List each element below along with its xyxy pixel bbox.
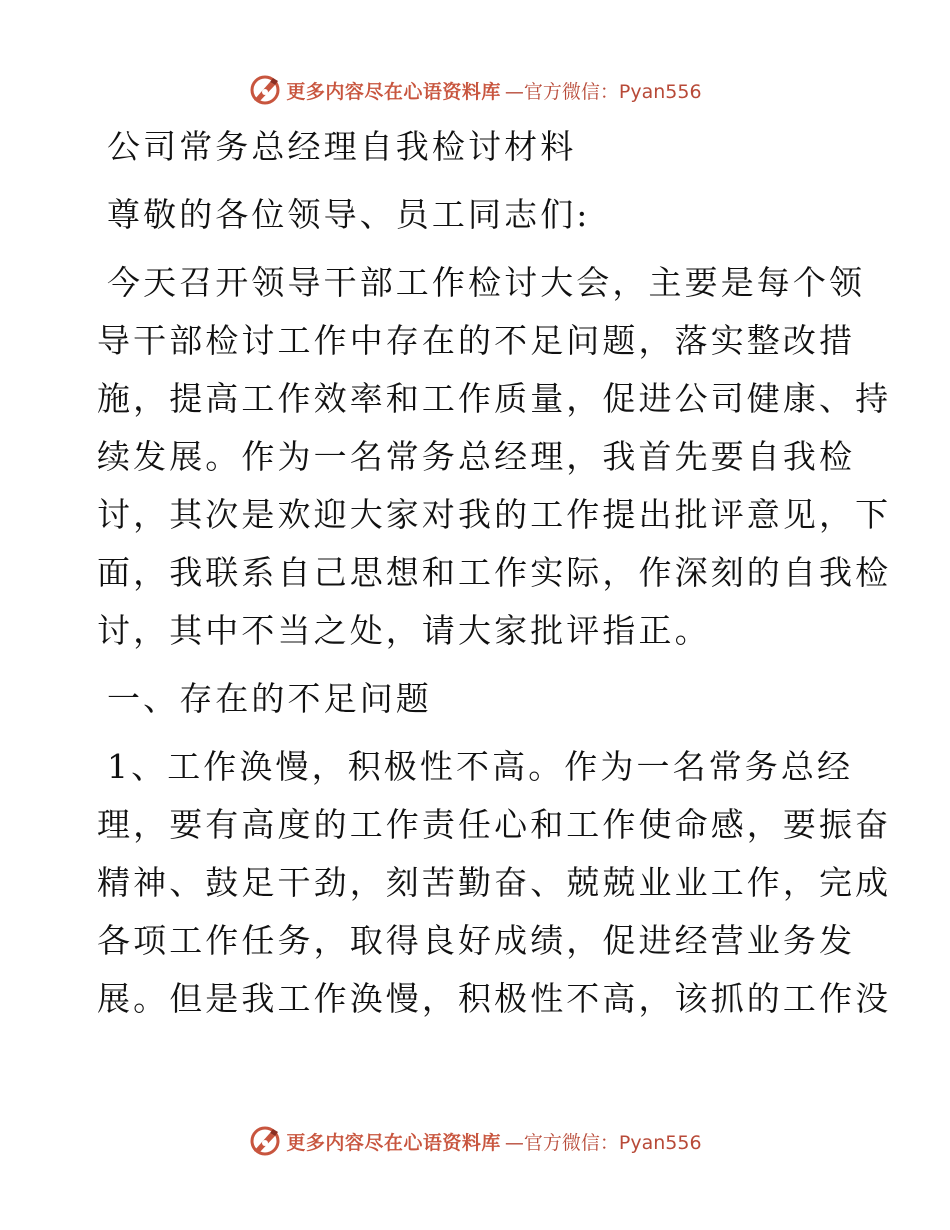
pen-logo-icon: [248, 1124, 282, 1158]
paragraph-line: 理，要有高度的工作责任心和工作使命感，要振奋: [97, 805, 892, 844]
document-body: [97, 118, 892, 1028]
paragraph-line: 续发展。作为一名常务总经理，我首先要自我检: [97, 437, 856, 476]
paragraph-intro: [97, 254, 892, 660]
paragraph-line: 展。但是我工作涣慢，积极性不高，该抓的工作没: [97, 979, 892, 1018]
paragraph-line: 1、工作涣慢，积极性不高。作为一名常务总经: [107, 747, 854, 786]
watermark-main-text: 更多内容尽在心语资料库: [286, 80, 501, 103]
paragraph-line: 讨，其中不当之处，请大家批评指正。: [97, 611, 711, 650]
pen-logo-icon: [248, 73, 282, 107]
section-heading: 一、存在的不足问题: [107, 679, 432, 718]
paragraph-line: 今天召开领导干部工作检讨大会，主要是每个领: [107, 263, 866, 302]
paragraph-line: 施，提高工作效率和工作质量，促进公司健康、持: [97, 379, 892, 418]
paragraph-line: 各项工作任务，取得良好成绩，促进经营业务发: [97, 921, 856, 960]
paragraph-line: 讨，其次是欢迎大家对我的工作提出批评意见，下: [97, 495, 892, 534]
footer-watermark: [0, 1121, 950, 1161]
watermark-sub-text: —官方微信：Pyan556: [504, 80, 702, 103]
header-watermark: [0, 70, 950, 110]
paragraph-line: 精神、鼓足干劲，刻苦勤奋、兢兢业业工作，完成: [97, 863, 892, 902]
paragraph-line: 面，我联系自己思想和工作实际，作深刻的自我检: [97, 553, 892, 592]
watermark-sub-text: —官方微信：Pyan556: [504, 1131, 702, 1154]
salutation: 尊敬的各位领导、员工同志们:: [107, 195, 591, 234]
document-title: 公司常务总经理自我检讨材料: [107, 127, 577, 166]
paragraph-line: 导干部检讨工作中存在的不足问题，落实整改措: [97, 321, 856, 360]
watermark-main-text: 更多内容尽在心语资料库: [286, 1131, 501, 1154]
paragraph-issue-1: [97, 738, 892, 1028]
